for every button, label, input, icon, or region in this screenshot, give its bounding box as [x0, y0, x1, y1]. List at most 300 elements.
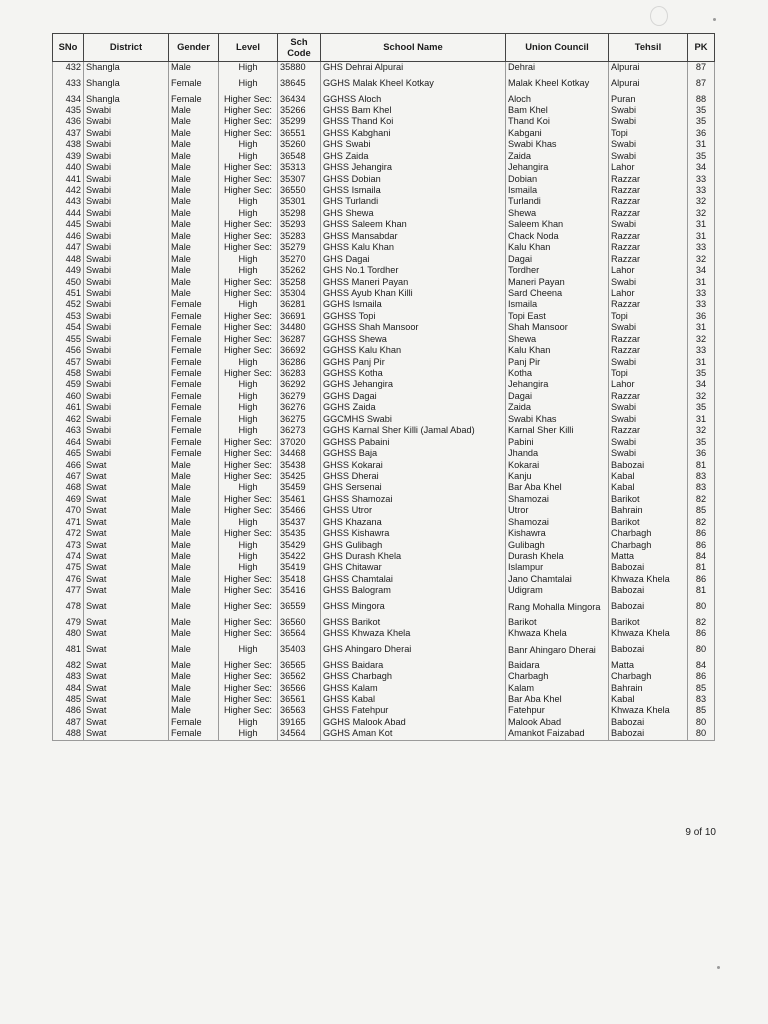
cell-district: Swat [84, 505, 169, 516]
cell-pk: 35 [688, 437, 715, 448]
cell-school-code: 36292 [278, 379, 321, 390]
cell-union-council: Swabi Khas [506, 414, 609, 425]
cell-district: Swabi [84, 391, 169, 402]
scan-speck [717, 966, 720, 969]
header-sno: SNo [53, 34, 84, 62]
cell-school-code: 36560 [278, 617, 321, 628]
cell-pk: 82 [688, 494, 715, 505]
cell-school-code: 36283 [278, 368, 321, 379]
table-row [53, 671, 715, 682]
cell-school-code: 36279 [278, 391, 321, 402]
cell-district: Swat [84, 459, 169, 470]
cell-pk: 31 [688, 357, 715, 368]
table-row [53, 265, 715, 276]
cell-school-code: 36565 [278, 660, 321, 671]
cell-district: Swat [84, 585, 169, 596]
cell-school-code: 36691 [278, 311, 321, 322]
cell-school-code: 35466 [278, 505, 321, 516]
cell-union-council: Kotha [506, 368, 609, 379]
cell-level: High [219, 357, 278, 368]
cell-pk: 36 [688, 128, 715, 139]
cell-tehsil: Bahrain [609, 505, 688, 516]
cell-gender: Female [169, 322, 219, 333]
cell-school-code: 36275 [278, 414, 321, 425]
cell-gender: Male [169, 116, 219, 127]
cell-sno: 469 [53, 494, 84, 505]
cell-level: Higher Sec: [219, 219, 278, 230]
cell-level: High [219, 540, 278, 551]
cell-school-name: GHSS Thand Koi [321, 116, 506, 127]
cell-level: High [219, 151, 278, 162]
cell-tehsil: Swabi [609, 414, 688, 425]
cell-level: Higher Sec: [219, 617, 278, 628]
cell-sno: 449 [53, 265, 84, 276]
cell-level: High [219, 73, 278, 93]
cell-school-name: GGHS Malak Kheel Kotkay [321, 73, 506, 93]
cell-gender: Male [169, 482, 219, 493]
cell-school-code: 37020 [278, 437, 321, 448]
table-row [53, 517, 715, 528]
cell-district: Swabi [84, 254, 169, 265]
cell-school-code: 36281 [278, 299, 321, 310]
cell-school-code: 36562 [278, 671, 321, 682]
cell-level: Higher Sec: [219, 116, 278, 127]
cell-pk: 86 [688, 574, 715, 585]
cell-sno: 457 [53, 357, 84, 368]
cell-level: Higher Sec: [219, 671, 278, 682]
cell-level: Higher Sec: [219, 128, 278, 139]
cell-union-council: Amankot Faizabad [506, 728, 609, 740]
cell-pk: 35 [688, 151, 715, 162]
header-pk: PK [688, 34, 715, 62]
cell-school-code: 36434 [278, 93, 321, 104]
cell-pk: 85 [688, 705, 715, 716]
table-row [53, 682, 715, 693]
cell-school-name: GHSS Barikot [321, 617, 506, 628]
cell-level: High [219, 414, 278, 425]
cell-union-council: Kanju [506, 471, 609, 482]
cell-district: Swat [84, 562, 169, 573]
table-row [53, 105, 715, 116]
table-row [53, 494, 715, 505]
cell-school-code: 35880 [278, 62, 321, 74]
cell-pk: 36 [688, 311, 715, 322]
cell-school-name: GHS Sersenai [321, 482, 506, 493]
cell-gender: Male [169, 162, 219, 173]
cell-gender: Male [169, 585, 219, 596]
cell-school-code: 38645 [278, 73, 321, 93]
cell-sno: 447 [53, 242, 84, 253]
cell-union-council: Shamozai [506, 494, 609, 505]
cell-gender: Male [169, 551, 219, 562]
cell-union-council: Shewa [506, 208, 609, 219]
table-row [53, 219, 715, 230]
cell-tehsil: Babozai [609, 717, 688, 728]
cell-school-name: GHSS Saleem Khan [321, 219, 506, 230]
cell-gender: Female [169, 717, 219, 728]
cell-pk: 31 [688, 139, 715, 150]
cell-school-name: GGHS Jehangira [321, 379, 506, 390]
cell-district: Swat [84, 540, 169, 551]
cell-tehsil: Khwaza Khela [609, 628, 688, 639]
header-school-name: School Name [321, 34, 506, 62]
cell-union-council: Udigram [506, 585, 609, 596]
cell-school-name: GHSS Kokarai [321, 459, 506, 470]
cell-school-code: 35266 [278, 105, 321, 116]
cell-level: High [219, 139, 278, 150]
cell-tehsil: Lahor [609, 379, 688, 390]
cell-pk: 32 [688, 425, 715, 436]
cell-sno: 466 [53, 459, 84, 470]
cell-level: Higher Sec: [219, 174, 278, 185]
table-row [53, 196, 715, 207]
scan-speck [713, 18, 716, 21]
table-row [53, 728, 715, 740]
table-row [53, 208, 715, 219]
cell-gender: Male [169, 242, 219, 253]
cell-gender: Male [169, 528, 219, 539]
cell-tehsil: Babozai [609, 459, 688, 470]
cell-union-council: Utror [506, 505, 609, 516]
cell-tehsil: Razzar [609, 231, 688, 242]
cell-district: Swat [84, 640, 169, 660]
cell-union-council: Charbagh [506, 671, 609, 682]
cell-school-name: GHSS Ismaila [321, 185, 506, 196]
table-row [53, 73, 715, 93]
cell-union-council: Pabini [506, 437, 609, 448]
cell-sno: 440 [53, 162, 84, 173]
cell-district: Swat [84, 551, 169, 562]
cell-district: Swabi [84, 208, 169, 219]
header-union-council: Union Council [506, 34, 609, 62]
cell-level: Higher Sec: [219, 471, 278, 482]
cell-gender: Male [169, 671, 219, 682]
cell-school-code: 35459 [278, 482, 321, 493]
cell-sno: 461 [53, 402, 84, 413]
cell-school-code: 35422 [278, 551, 321, 562]
cell-tehsil: Babozai [609, 585, 688, 596]
cell-pk: 83 [688, 694, 715, 705]
cell-school-code: 35293 [278, 219, 321, 230]
cell-union-council: Swabi Khas [506, 139, 609, 150]
cell-pk: 80 [688, 717, 715, 728]
cell-pk: 87 [688, 62, 715, 74]
cell-district: Swat [84, 528, 169, 539]
cell-pk: 83 [688, 471, 715, 482]
cell-school-name: GHS No.1 Tordher [321, 265, 506, 276]
cell-union-council: Jehangira [506, 162, 609, 173]
cell-pk: 34 [688, 265, 715, 276]
table-row [53, 402, 715, 413]
cell-sno: 445 [53, 219, 84, 230]
cell-level: High [219, 517, 278, 528]
cell-district: Swat [84, 628, 169, 639]
cell-level: Higher Sec: [219, 528, 278, 539]
cell-sno: 477 [53, 585, 84, 596]
cell-tehsil: Swabi [609, 151, 688, 162]
cell-district: Swat [84, 494, 169, 505]
cell-level: High [219, 299, 278, 310]
cell-tehsil: Babozai [609, 640, 688, 660]
cell-level: Higher Sec: [219, 694, 278, 705]
cell-district: Shangla [84, 93, 169, 104]
cell-school-name: GGHSS Shah Mansoor [321, 322, 506, 333]
cell-level: Higher Sec: [219, 585, 278, 596]
cell-level: High [219, 551, 278, 562]
cell-sno: 439 [53, 151, 84, 162]
cell-school-name: GHS Shewa [321, 208, 506, 219]
table-row [53, 116, 715, 127]
table-row [53, 528, 715, 539]
cell-district: Swat [84, 694, 169, 705]
cell-district: Swat [84, 671, 169, 682]
table-row [53, 162, 715, 173]
cell-level: Higher Sec: [219, 682, 278, 693]
cell-school-code: 34480 [278, 322, 321, 333]
cell-school-code: 34564 [278, 728, 321, 740]
cell-school-code: 35262 [278, 265, 321, 276]
table-row [53, 540, 715, 551]
cell-level: Higher Sec: [219, 162, 278, 173]
cell-school-code: 35298 [278, 208, 321, 219]
cell-district: Shangla [84, 73, 169, 93]
cell-pk: 33 [688, 185, 715, 196]
cell-district: Swabi [84, 345, 169, 356]
cell-gender: Male [169, 494, 219, 505]
cell-district: Swabi [84, 334, 169, 345]
cell-sno: 458 [53, 368, 84, 379]
cell-level: Higher Sec: [219, 505, 278, 516]
cell-level: Higher Sec: [219, 105, 278, 116]
table-row [53, 93, 715, 104]
cell-sno: 437 [53, 128, 84, 139]
cell-sno: 476 [53, 574, 84, 585]
cell-gender: Male [169, 628, 219, 639]
cell-district: Swat [84, 574, 169, 585]
cell-union-council: Barikot [506, 617, 609, 628]
cell-tehsil: Razzar [609, 242, 688, 253]
cell-gender: Male [169, 254, 219, 265]
cell-level: Higher Sec: [219, 231, 278, 242]
cell-district: Swabi [84, 162, 169, 173]
table-row [53, 62, 715, 74]
cell-district: Swabi [84, 288, 169, 299]
cell-tehsil: Swabi [609, 402, 688, 413]
cell-tehsil: Khwaza Khela [609, 574, 688, 585]
cell-school-name: GHSS Khwaza Khela [321, 628, 506, 639]
table-row [53, 414, 715, 425]
cell-district: Swabi [84, 242, 169, 253]
cell-school-code: 35283 [278, 231, 321, 242]
cell-tehsil: Topi [609, 128, 688, 139]
cell-level: High [219, 425, 278, 436]
cell-district: Swat [84, 597, 169, 617]
table-row [53, 334, 715, 345]
cell-level: Higher Sec: [219, 93, 278, 104]
cell-tehsil: Barikot [609, 617, 688, 628]
table-row [53, 660, 715, 671]
cell-sno: 446 [53, 231, 84, 242]
cell-district: Swabi [84, 379, 169, 390]
cell-level: Higher Sec: [219, 242, 278, 253]
cell-pk: 32 [688, 196, 715, 207]
cell-school-code: 35435 [278, 528, 321, 539]
cell-sno: 473 [53, 540, 84, 551]
cell-level: High [219, 562, 278, 573]
cell-school-name: GHS Khazana [321, 517, 506, 528]
cell-sno: 434 [53, 93, 84, 104]
cell-school-code: 36273 [278, 425, 321, 436]
cell-school-code: 35258 [278, 276, 321, 287]
cell-tehsil: Matta [609, 551, 688, 562]
cell-school-name: GGHSS Pabaini [321, 437, 506, 448]
cell-school-code: 35416 [278, 585, 321, 596]
cell-school-code: 36287 [278, 334, 321, 345]
cell-pk: 36 [688, 448, 715, 459]
table-row [53, 288, 715, 299]
cell-school-code: 35304 [278, 288, 321, 299]
cell-union-council: Durash Khela [506, 551, 609, 562]
cell-union-council: Shah Mansoor [506, 322, 609, 333]
cell-sno: 463 [53, 425, 84, 436]
cell-union-council: Karnal Sher Killi [506, 425, 609, 436]
cell-pk: 84 [688, 660, 715, 671]
cell-tehsil: Lahor [609, 162, 688, 173]
cell-school-name: GHS Gulibagh [321, 540, 506, 551]
cell-tehsil: Babozai [609, 597, 688, 617]
cell-gender: Female [169, 368, 219, 379]
cell-pk: 81 [688, 562, 715, 573]
cell-gender: Female [169, 357, 219, 368]
cell-district: Swat [84, 728, 169, 740]
cell-school-name: GHSS Dobian [321, 174, 506, 185]
cell-sno: 484 [53, 682, 84, 693]
cell-tehsil: Khwaza Khela [609, 705, 688, 716]
cell-gender: Female [169, 299, 219, 310]
cell-union-council: Dagai [506, 391, 609, 402]
cell-union-council: Maneri Payan [506, 276, 609, 287]
cell-pk: 82 [688, 617, 715, 628]
cell-gender: Male [169, 694, 219, 705]
cell-tehsil: Razzar [609, 334, 688, 345]
table-row [53, 597, 715, 617]
cell-school-code: 36561 [278, 694, 321, 705]
table-row [53, 139, 715, 150]
cell-school-name: GHSS Shamozai [321, 494, 506, 505]
pen-mark [650, 6, 668, 26]
cell-school-name: GGHSS Shewa [321, 334, 506, 345]
cell-district: Swabi [84, 219, 169, 230]
cell-pk: 33 [688, 288, 715, 299]
table-row [53, 482, 715, 493]
cell-union-council: Kalu Khan [506, 345, 609, 356]
cell-school-name: GGHSS Baja [321, 448, 506, 459]
cell-union-council: Tordher [506, 265, 609, 276]
cell-gender: Male [169, 540, 219, 551]
table-row [53, 322, 715, 333]
cell-district: Swabi [84, 402, 169, 413]
cell-tehsil: Razzar [609, 254, 688, 265]
cell-pk: 31 [688, 231, 715, 242]
table-row [53, 254, 715, 265]
cell-level: High [219, 379, 278, 390]
header-district: District [84, 34, 169, 62]
cell-pk: 31 [688, 276, 715, 287]
cell-level: High [219, 728, 278, 740]
cell-tehsil: Matta [609, 660, 688, 671]
table-row [53, 574, 715, 585]
cell-school-code: 39165 [278, 717, 321, 728]
cell-school-code: 35299 [278, 116, 321, 127]
cell-union-council: Shamozai [506, 517, 609, 528]
cell-gender: Male [169, 208, 219, 219]
cell-gender: Male [169, 174, 219, 185]
cell-pk: 35 [688, 368, 715, 379]
cell-union-council: Sard Cheena [506, 288, 609, 299]
cell-sno: 467 [53, 471, 84, 482]
cell-level: Higher Sec: [219, 276, 278, 287]
cell-gender: Female [169, 425, 219, 436]
cell-union-council: Dagai [506, 254, 609, 265]
cell-union-council: Islampur [506, 562, 609, 573]
cell-school-name: GGHS Malook Abad [321, 717, 506, 728]
schools-table [52, 33, 715, 741]
cell-union-council: Malak Kheel Kotkay [506, 73, 609, 93]
cell-district: Swabi [84, 151, 169, 162]
cell-level: Higher Sec: [219, 288, 278, 299]
cell-school-name: GHSS Kalam [321, 682, 506, 693]
cell-pk: 80 [688, 640, 715, 660]
cell-gender: Male [169, 151, 219, 162]
cell-sno: 481 [53, 640, 84, 660]
cell-tehsil: Barikot [609, 494, 688, 505]
cell-school-code: 35313 [278, 162, 321, 173]
cell-union-council: Bar Aba Khel [506, 482, 609, 493]
cell-school-name: GHSS Mingora [321, 597, 506, 617]
cell-school-name: GHSS Chamtalai [321, 574, 506, 585]
cell-school-code: 35461 [278, 494, 321, 505]
cell-tehsil: Razzar [609, 174, 688, 185]
cell-sno: 448 [53, 254, 84, 265]
table-row [53, 562, 715, 573]
cell-union-council: Panj Pir [506, 357, 609, 368]
cell-district: Swabi [84, 414, 169, 425]
table-row [53, 551, 715, 562]
cell-school-code: 35270 [278, 254, 321, 265]
cell-school-name: GGHS Zaida [321, 402, 506, 413]
cell-level: High [219, 265, 278, 276]
cell-school-code: 36559 [278, 597, 321, 617]
cell-gender: Male [169, 105, 219, 116]
table-row [53, 128, 715, 139]
cell-tehsil: Razzar [609, 299, 688, 310]
cell-gender: Male [169, 288, 219, 299]
cell-sno: 459 [53, 379, 84, 390]
table-row [53, 379, 715, 390]
cell-tehsil: Topi [609, 368, 688, 379]
cell-union-council: Fatehpur [506, 705, 609, 716]
cell-union-council: Gulibagh [506, 540, 609, 551]
cell-tehsil: Razzar [609, 345, 688, 356]
cell-sno: 485 [53, 694, 84, 705]
cell-level: Higher Sec: [219, 322, 278, 333]
cell-district: Swabi [84, 265, 169, 276]
cell-gender: Female [169, 311, 219, 322]
table-row [53, 368, 715, 379]
cell-school-name: GGHS Aman Kot [321, 728, 506, 740]
cell-district: Swat [84, 682, 169, 693]
cell-pk: 82 [688, 517, 715, 528]
